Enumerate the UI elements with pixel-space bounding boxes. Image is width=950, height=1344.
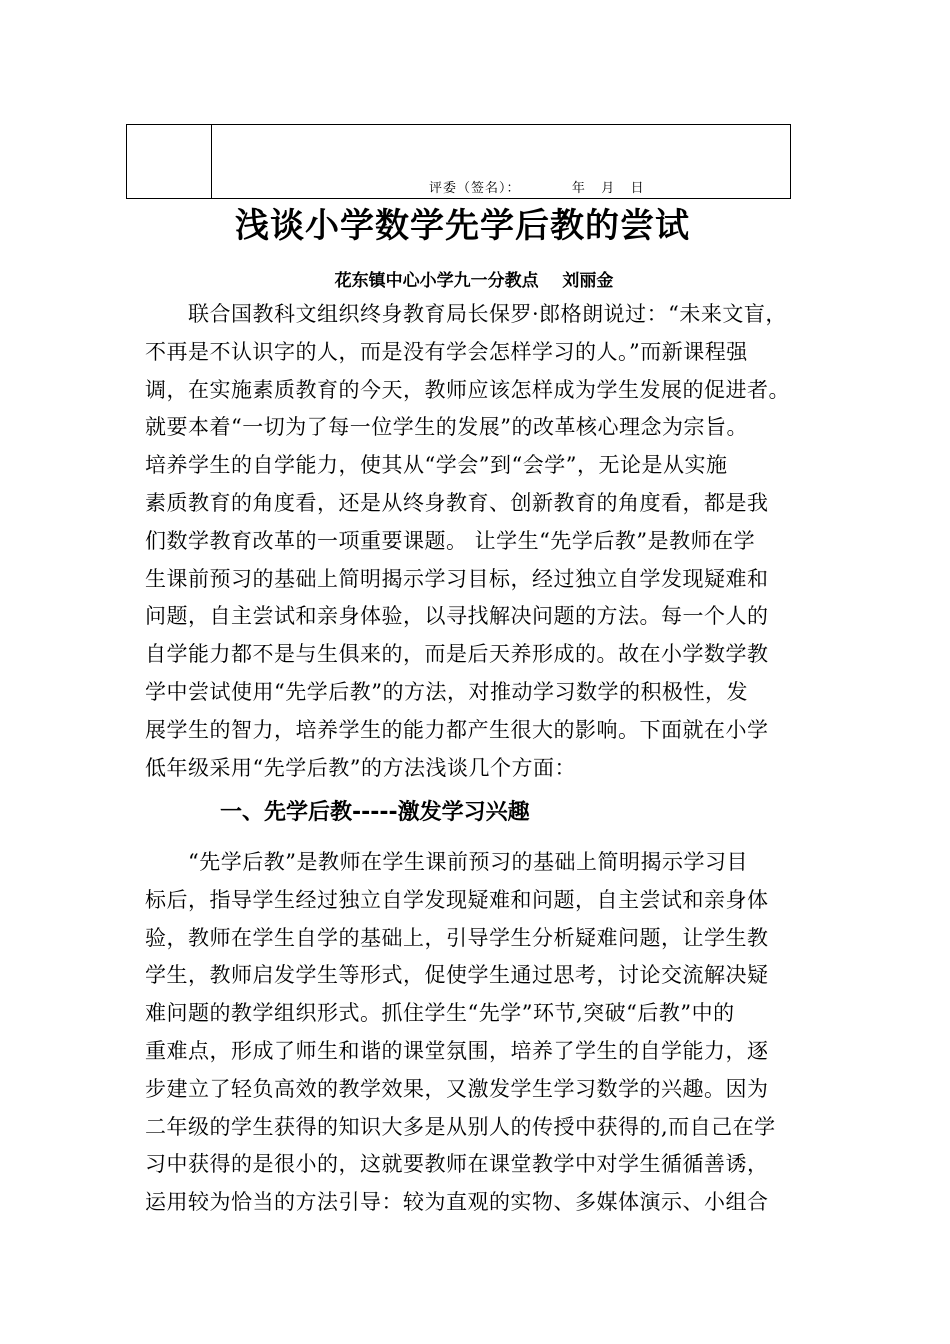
text-line: 生课前预习的基础上简明揭示学习目标，经过独立自学发现疑难和	[145, 566, 769, 591]
text-line: 低年级采用“先学后教”的方法浅谈几个方面：	[145, 755, 576, 780]
text-line: 重难点，形成了师生和谐的课堂氛围，培养了学生的自学能力，逐	[145, 1038, 769, 1063]
text-line: 学生，教师启发学生等形式，促使学生通过思考，讨论交流解决疑	[145, 963, 769, 988]
text-line: 素质教育的角度看，还是从终身教育、创新教育的角度看，都是我	[145, 490, 769, 515]
text-line: 运用较为恰当的方法引导：较为直观的实物、多媒体演示、小组合	[145, 1190, 769, 1215]
text-line: 习中获得的是很小的，这就要教师在课堂教学中对学生循循善诱，	[145, 1152, 769, 1177]
text-line: 联合国教科文组织终身教育局长保罗·郎格朗说过：“未来文盲，	[145, 302, 787, 326]
text-line: 调，在实施素质教育的今天，教师应该怎样成为学生发展的促进者。	[145, 377, 790, 402]
author-line: 花东镇中心小学九一分教点 刘丽金	[334, 271, 614, 291]
text-line: “先学后教”是教师在学生课前预习的基础上简明揭示学习目	[145, 850, 748, 874]
evaluation-table	[126, 124, 791, 199]
section-heading-1: 一、先学后教-----激发学习兴趣	[220, 800, 530, 825]
text-line: 学中尝试使用“先学后教”的方法，对推动学习数学的积极性，发	[145, 679, 748, 704]
text-line: 问题，自主尝试和亲身体验，以寻找解决问题的方法。每一个人的	[145, 604, 769, 629]
text-line: 培养学生的自学能力，使其从“学会”到“会学”，无论是从实施	[145, 453, 728, 478]
table-divider	[211, 125, 212, 198]
text-line: 就要本着“一切为了每一位学生的发展”的改革核心理念为宗旨。	[145, 415, 748, 440]
text-line: 展学生的智力，培养学生的能力都产生很大的影响。下面就在小学	[145, 717, 769, 742]
text-line: 们数学教育改革的一项重要课题。 让学生“先学后教”是教师在学	[145, 528, 756, 553]
text-line: 步建立了轻负高效的教学效果，又激发学生学习数学的兴趣。因为	[145, 1076, 769, 1101]
text-line: 不再是不认识字的人，而是没有学会怎样学习的人。”而新课程强	[145, 339, 748, 364]
text-line: 二年级的学生获得的知识大多是从别人的传授中获得的,而自己在学	[145, 1114, 776, 1139]
judge-signature-line: 评委（签名）： 年 月 日	[429, 181, 645, 196]
text-line: 自学能力都不是与生俱来的，而是后天养形成的。故在小学数学教	[145, 642, 769, 667]
text-line: 验，教师在学生自学的基础上，引导学生分析疑难问题，让学生教	[145, 925, 769, 950]
text-line: 标后，指导学生经过独立自学发现疑难和问题，自主尝试和亲身体	[145, 887, 769, 912]
article-title: 浅谈小学数学先学后教的尝试	[235, 206, 690, 246]
paragraph-intro	[145, 296, 825, 787]
paragraph-section-1	[145, 844, 825, 1222]
text-line: 难问题的教学组织形式。抓住学生“先学”环节,突破“后教”中的	[145, 1001, 735, 1026]
